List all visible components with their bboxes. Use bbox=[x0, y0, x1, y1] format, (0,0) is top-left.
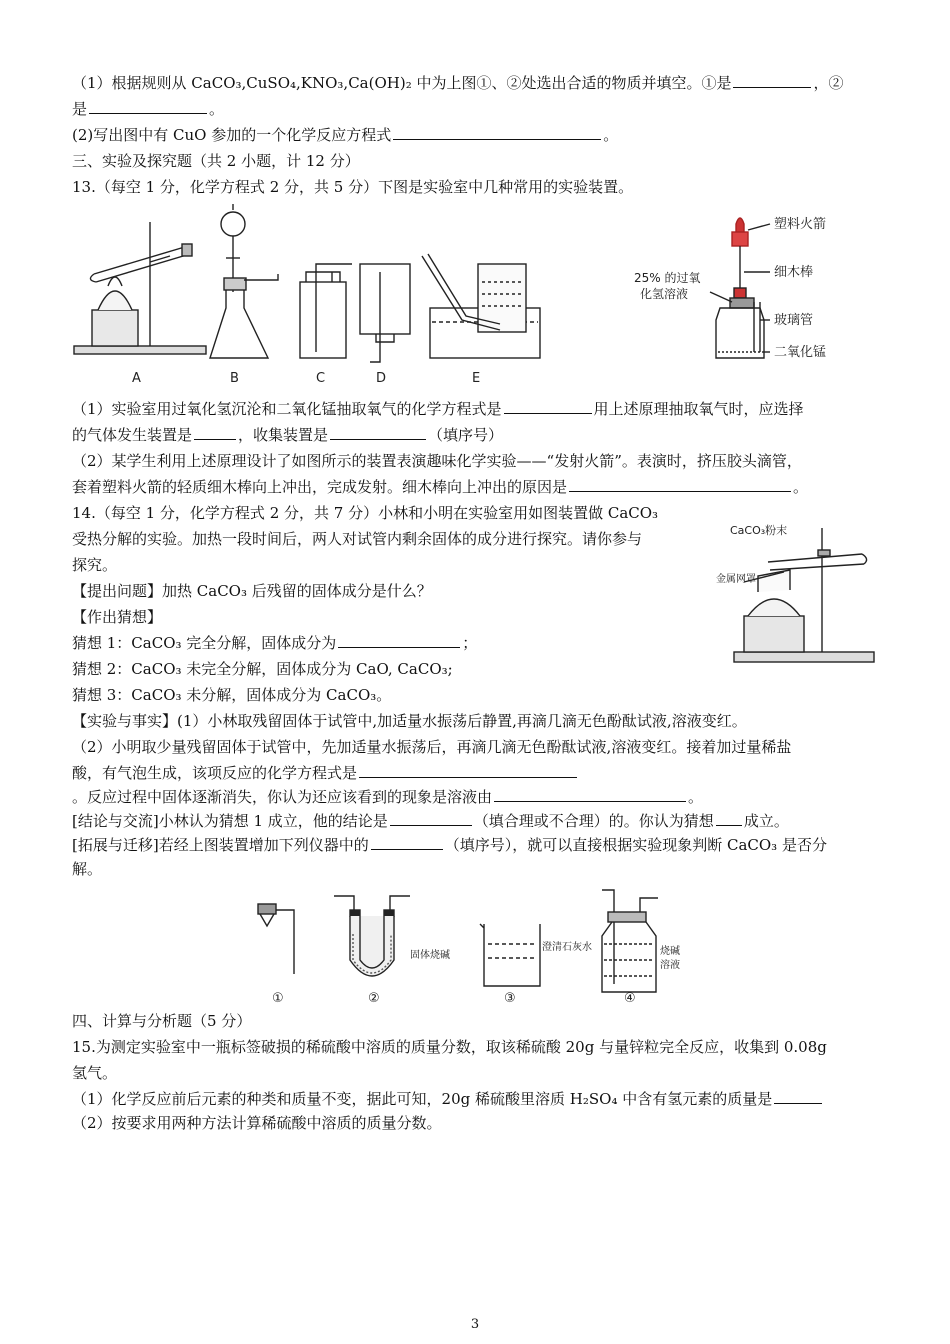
answer-blank[interactable] bbox=[393, 124, 601, 140]
label-h2o2-2: 化氢溶液 bbox=[640, 287, 689, 301]
q13-part2: （2）某学生利用上述原理设计了如图所示的装置表演趣味化学实验——“发射火箭”。表演时，挤压胶头滴管， bbox=[72, 452, 802, 470]
section-3-title: 三、实验及探究题（共 2 小题，计 12 分） bbox=[72, 152, 360, 170]
label-naoh: 烧碱 bbox=[660, 946, 680, 957]
answer-blank[interactable] bbox=[371, 834, 443, 850]
q13-intro: 13.（每空 1 分，化学方程式 2 分，共 5 分）下图是实验室中几种常用的实验装置。 bbox=[72, 178, 634, 196]
label-wood-stick: 细木棒 bbox=[774, 265, 814, 280]
answer-blank[interactable] bbox=[569, 476, 791, 492]
rocket-device bbox=[710, 218, 770, 358]
answer-blank[interactable] bbox=[494, 786, 686, 802]
apparatus-c bbox=[300, 264, 352, 358]
label-plastic-rocket: 塑料火箭 bbox=[774, 217, 827, 232]
q15-intro-1: 15.为测定实验室中一瓶标签破损的稀硫酸中溶质的质量分数，取该稀硫酸 20g 与量锌粒完全反应，收集到 0.08g bbox=[72, 1038, 827, 1056]
answer-blank[interactable] bbox=[194, 424, 236, 440]
answer-blank[interactable] bbox=[390, 810, 472, 826]
label-d: D bbox=[376, 371, 387, 386]
q14-hypothesis-1: 猜想 1：CaCO₃ 完全分解，固体成分为 ； bbox=[72, 634, 478, 652]
q14-experiment-1: 【实验与事实】(1）小林取残留固体于试管中,加适量水振荡后静置,再滴几滴无色酚酞试液,溶液变红。 bbox=[72, 712, 747, 730]
q15-part1: （1）化学反应前后元素的种类和质量不变，据此可知，20g 稀硫酸里溶质 H₂SO₄ 中含有氢元素的质量是 bbox=[72, 1088, 878, 1110]
q14-instruments-figure bbox=[250, 884, 710, 1008]
instrument-number-1: ① bbox=[272, 991, 284, 1006]
q14-extension-cont: 解。 bbox=[72, 860, 103, 878]
q15-part2: （2）按要求用两种方法计算稀硫酸中溶质的质量分数。 bbox=[72, 1114, 442, 1132]
apparatus-d bbox=[360, 264, 410, 362]
label-glass-tube: 玻璃管 bbox=[774, 313, 814, 328]
q14-intro-3: 探究。 bbox=[72, 556, 118, 574]
answer-blank[interactable] bbox=[733, 72, 811, 88]
answer-blank[interactable] bbox=[330, 424, 426, 440]
q14-hypothesis-3: 猜想 3：CaCO₃ 未分解，固体成分为 CaCO₃。 bbox=[72, 686, 392, 704]
instrument-number-3: ③ bbox=[504, 991, 516, 1006]
answer-blank[interactable] bbox=[338, 632, 460, 648]
q14-hypothesis-2: 猜想 2：CaCO₃ 未完全分解，固体成分为 CaO, CaCO₃; bbox=[72, 660, 453, 678]
page-number: 3 bbox=[470, 1317, 480, 1332]
q14-conclusion: [结论与交流]小林认为猜想 1 成立，他的结论是 （填合理或不合理）的。你认为猜想 成立。 bbox=[72, 812, 789, 830]
answer-blank[interactable] bbox=[716, 810, 742, 826]
q14-extension: [拓展与迁移]若经上图装置增加下列仪器中的 （填序号），就可以直接根据实验现象判断 CaCO₃ 是否分 bbox=[72, 836, 827, 854]
answer-blank[interactable] bbox=[774, 1088, 822, 1104]
instrument-2 bbox=[334, 896, 410, 976]
q14-experiment-2: （2）小明取少量残留固体于试管中，先加适量水振荡后，再滴几滴无色酚酞试液,溶液变红。接着加过量稀盐 bbox=[72, 738, 792, 756]
label-h2o2-1: 25% 的过氧 bbox=[634, 271, 701, 285]
q15-intro-2: 氢气。 bbox=[72, 1064, 118, 1082]
q14-question: 【提出问题】加热 CaCO₃ 后残留的固体成分是什么？ bbox=[72, 582, 432, 600]
section-4-title: 四、计算与分析题（5 分） bbox=[72, 1012, 252, 1030]
instrument-number-4: ④ bbox=[624, 991, 636, 1006]
q12-part1: （1）根据规则从 CaCO₃,CuSO₄,KNO₃,Ca(OH)₂ 中为上图①、②处选出合适的物质并填空。①是 ，② bbox=[72, 74, 844, 92]
label-e: E bbox=[472, 371, 481, 386]
instrument-number-2: ② bbox=[368, 991, 380, 1006]
q13-part2-cont: 套着塑料火箭的轻质细木棒向上冲出，完成发射。细木棒向上冲出的原因是 。 bbox=[72, 478, 809, 496]
instrument-1 bbox=[258, 904, 294, 974]
instrument-4 bbox=[602, 890, 658, 992]
q12-part1-cont: 是 。 bbox=[72, 100, 225, 118]
instrument-3 bbox=[480, 924, 540, 986]
q14-intro-1: 14.（每空 1 分，化学方程式 2 分，共 7 分）小林和小明在实验室用如图装置做 CaCO₃ bbox=[72, 504, 659, 522]
q13-part1-cont: 的气体发生装置是 ，收集装置是 （填序号） bbox=[72, 426, 504, 444]
q14-experiment-2-end: 。反应过程中固体逐渐消失，你认为还应该看到的现象是溶液由 。 bbox=[72, 788, 704, 806]
label-solution: 溶液 bbox=[660, 960, 680, 971]
q13-part1: （1）实验室用过氧化氢沉沦和二氧化锰抽取氧气的化学方程式是 用上述原理抽取氧气时，应选择 bbox=[72, 400, 804, 418]
label-limewater: 澄清石灰水 bbox=[542, 942, 592, 953]
answer-blank[interactable] bbox=[89, 98, 207, 114]
label-caco3-powder: CaCO₃粉末 bbox=[730, 524, 788, 537]
q14-hypothesis-title: 【作出猜想】 bbox=[72, 608, 163, 626]
apparatus-a bbox=[74, 222, 206, 354]
label-solid-naoh: 固体烧碱 bbox=[410, 950, 450, 961]
q14-experiment-2-cont: 酸，有气泡生成，该项反应的化学方程式是 bbox=[72, 762, 878, 784]
answer-blank[interactable] bbox=[504, 398, 592, 414]
answer-blank[interactable] bbox=[359, 762, 577, 778]
label-c: C bbox=[316, 371, 326, 386]
apparatus-b bbox=[210, 204, 278, 358]
q12-part2: (2)写出图中有 CuO 参加的一个化学反应方程式 。 bbox=[72, 126, 619, 144]
label-b: B bbox=[230, 371, 239, 386]
label-a: A bbox=[132, 371, 141, 386]
apparatus-e bbox=[422, 254, 540, 358]
q14-intro-2: 受热分解的实验。加热一段时间后，两人对试管内剩余固体的成分进行探究。请你参与 bbox=[72, 530, 643, 548]
label-metal-mesh: 金属网罩 bbox=[716, 574, 756, 585]
q13-apparatus-figure bbox=[70, 202, 880, 392]
label-mno2: 二氧化锰 bbox=[774, 345, 827, 360]
